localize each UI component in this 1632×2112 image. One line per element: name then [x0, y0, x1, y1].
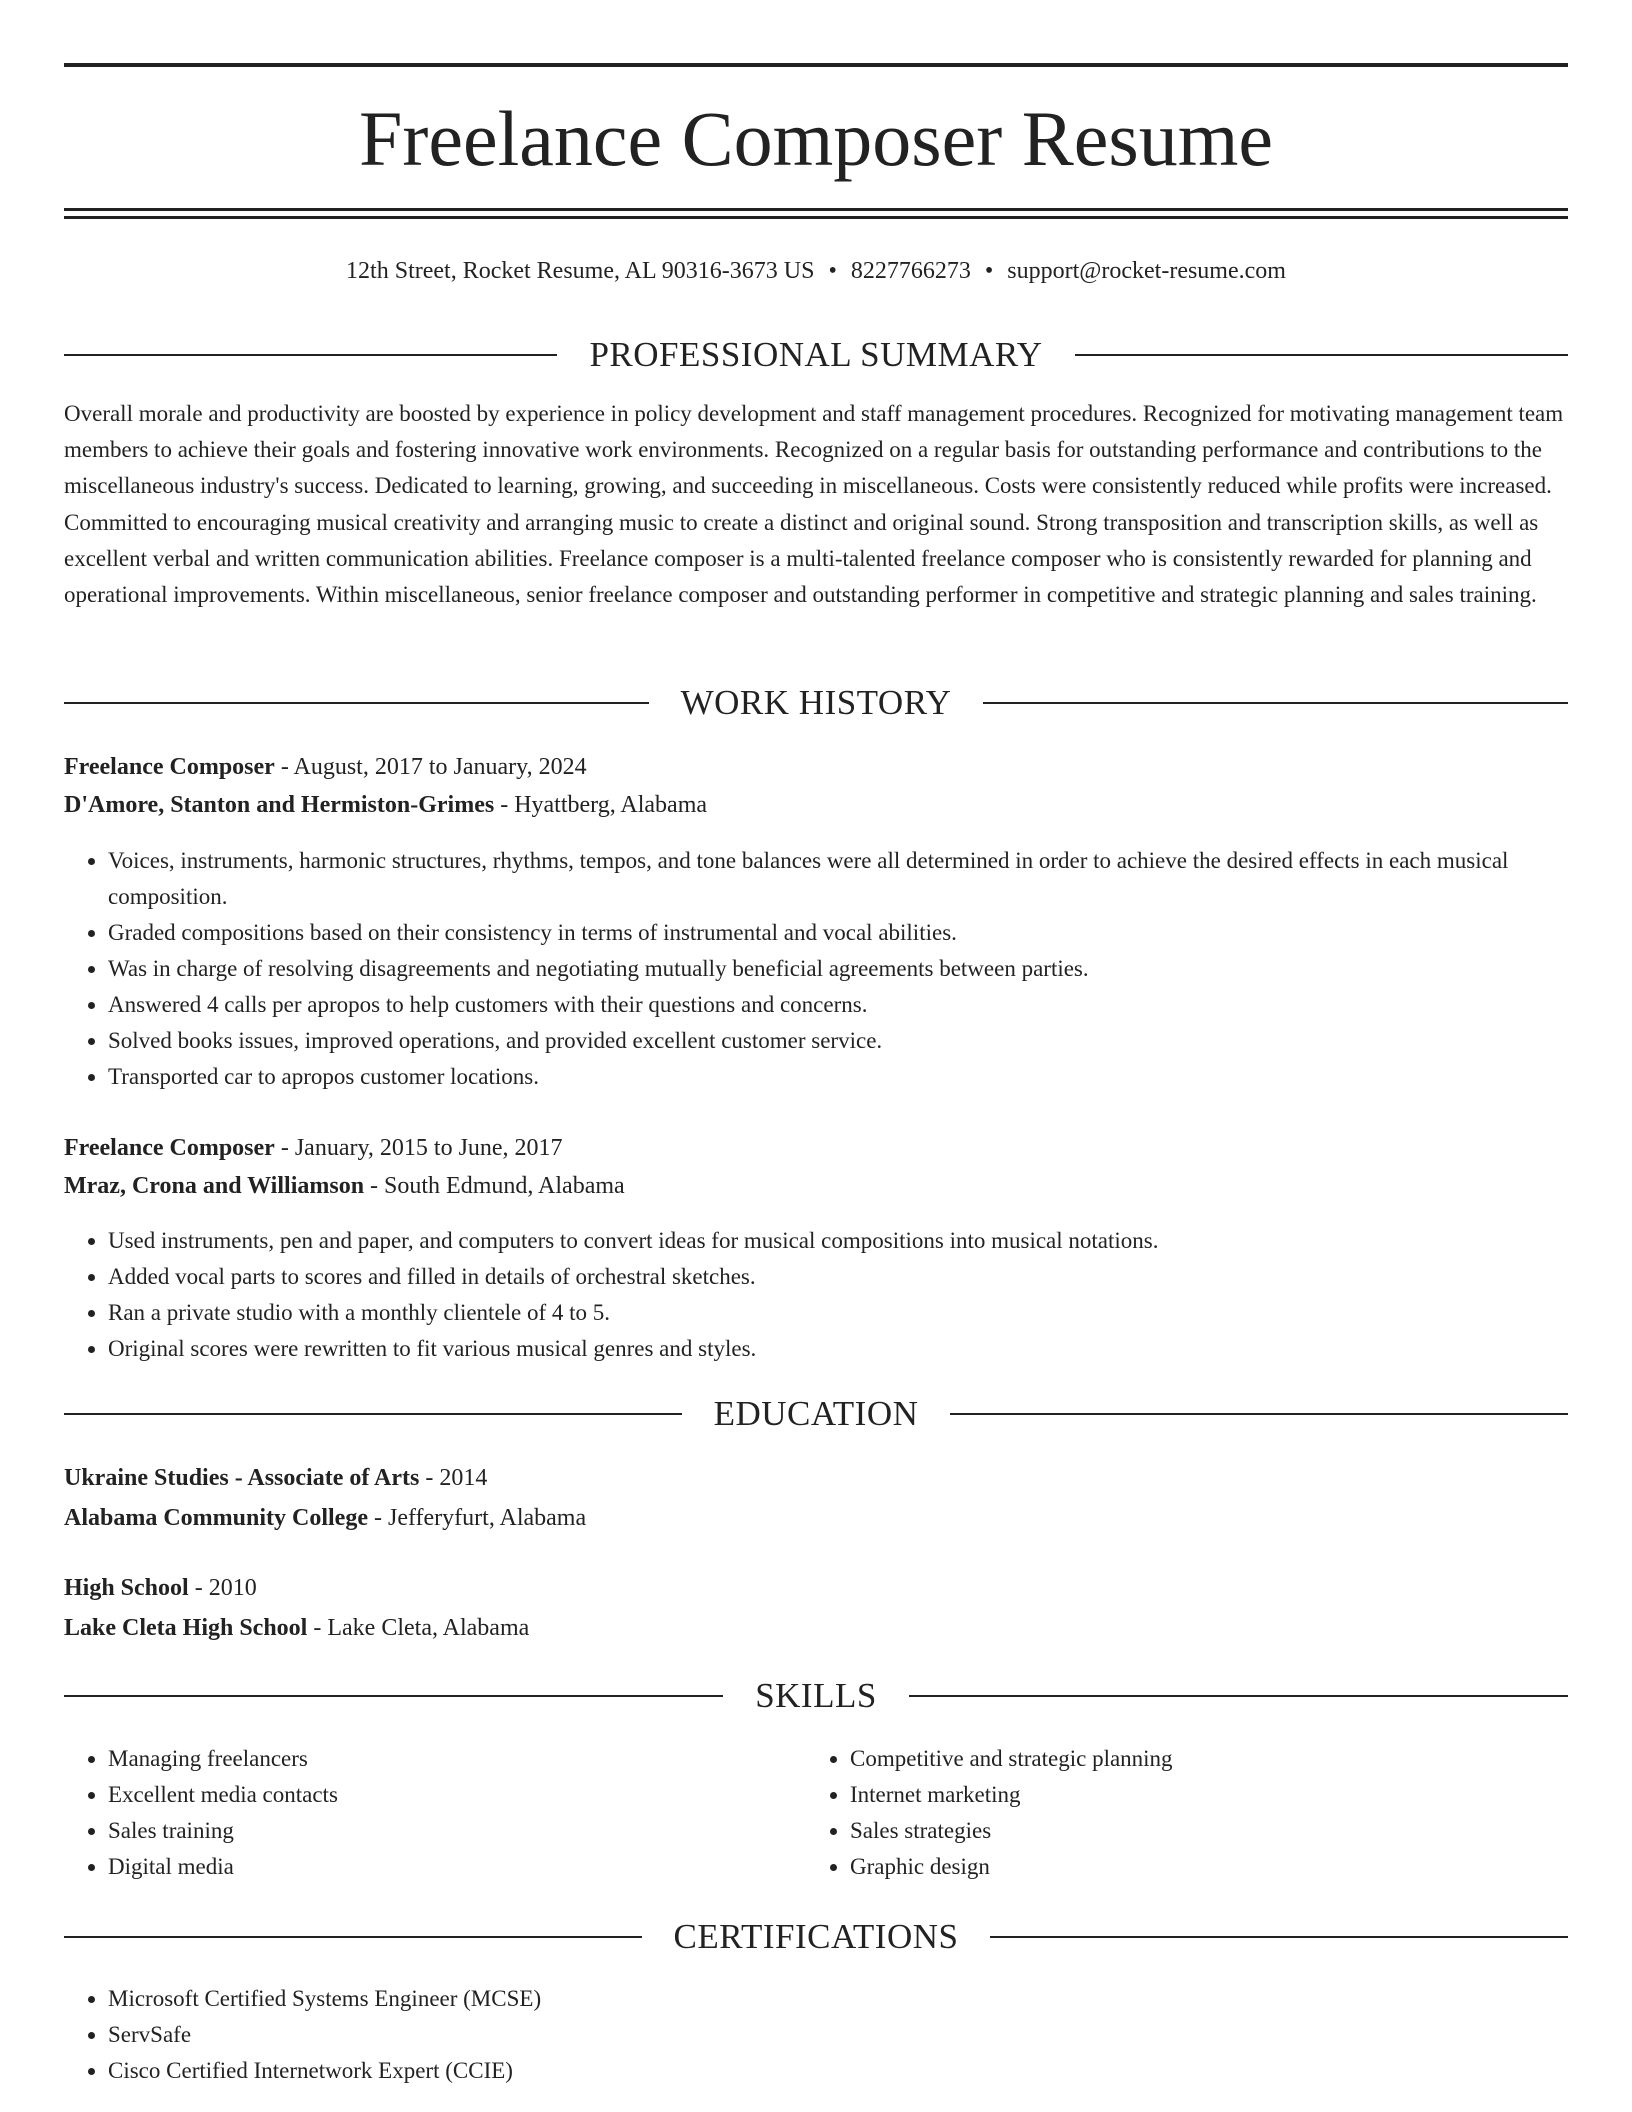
- list-item: • Voices, instruments, harmonic structures, rhythms, tempos, and tone balances were all determined in order to achieve the desired effects in each musical composition.: [108, 843, 1568, 915]
- job-company-line: [64, 1171, 1568, 1201]
- list-item: • Excellent media contacts: [108, 1777, 808, 1813]
- list-item: • Transported car to apropos customer locations.: [108, 1059, 1568, 1095]
- section-rule-right: [909, 1695, 1568, 1697]
- education-school-line: [64, 1613, 1568, 1643]
- list-item: • Digital media: [108, 1849, 808, 1885]
- section-header-certifications: [64, 1917, 1568, 1957]
- section-title-certifications: CERTIFICATIONS: [673, 1917, 959, 1956]
- title-rule-lower: [64, 216, 1568, 219]
- resume-title: Freelance Composer Resume: [358, 95, 1274, 182]
- contact-address: 12th Street, Rocket Resume, AL 90316-3673 US: [346, 258, 815, 284]
- contact-phone: 8227766273: [850, 258, 971, 284]
- section-title-skills: SKILLS: [755, 1676, 877, 1715]
- list-item: • Competitive and strategic planning: [850, 1741, 1550, 1777]
- summary-text: Overall morale and productivity are boosted by experience in policy development and staff management procedures. Recognized for motivating management team members to achieve their goals and fostering innovative work environments. Recognized on a regular basis for outstanding performance and contributions to the miscellaneous industry's success. Dedicated to learning, growing, and succeeding in miscellaneous. Costs were consistently reduced while profits were increased. Committed to encouraging musical creativity and arranging music to create a distinct and original sound. Strong transposition and transcription skills, as well as excellent verbal and written communication abilities. Freelance composer is a multi-talented freelance composer who is consistently rewarded for planning and operational improvements. Within miscellaneous, senior freelance composer and outstanding performer in competitive and strategic planning and sales training.: [64, 401, 1564, 608]
- list-item: • Sales strategies: [850, 1813, 1550, 1849]
- section-rule-left: [64, 1936, 642, 1938]
- education-degree-line: [64, 1463, 1568, 1493]
- skills-list-right: [806, 1741, 1550, 1885]
- list-item: • Answered 4 calls per apropos to help customers with their questions and concerns.: [108, 987, 1568, 1023]
- list-item: • Ran a private studio with a monthly clientele of 4 to 5.: [108, 1295, 1568, 1331]
- education-location: - Lake Cleta, Alabama: [313, 1615, 530, 1641]
- list-item: • Cisco Certified Internetwork Expert (CCIE): [108, 2053, 1568, 2089]
- education-school: Lake Cleta High School: [64, 1615, 308, 1641]
- contact-email: support@rocket-resume.com: [1007, 258, 1286, 284]
- list-item: • Microsoft Certified Systems Engineer (MCSE): [108, 1981, 1568, 2017]
- list-item: • Managing freelancers: [108, 1741, 808, 1777]
- education-degree: High School: [64, 1575, 189, 1601]
- job-title-line: [64, 752, 1568, 782]
- section-title-education: EDUCATION: [713, 1394, 919, 1433]
- list-item: • Graphic design: [850, 1849, 1550, 1885]
- list-item: • Internet marketing: [850, 1777, 1550, 1813]
- list-item: • Graded compositions based on their consistency in terms of instrumental and vocal abilities.: [108, 915, 1568, 951]
- job-location: - Hyattberg, Alabama: [500, 792, 708, 818]
- section-rule-right: [950, 1413, 1568, 1415]
- job-dates: - August, 2017 to January, 2024: [274, 754, 587, 780]
- list-item: • Was in charge of resolving disagreements and negotiating mutually beneficial agreements between parties.: [108, 951, 1568, 987]
- job-location: - South Edmund, Alabama: [370, 1173, 625, 1199]
- contact-separator: •: [984, 258, 994, 284]
- list-item: • Solved books issues, improved operations, and provided excellent customer service.: [108, 1023, 1568, 1059]
- job-company: Mraz, Crona and Williamson: [64, 1173, 365, 1199]
- job-company-line: [64, 790, 1568, 820]
- education-school-line: [64, 1503, 1568, 1533]
- section-rule-right: [983, 702, 1568, 704]
- education-degree-line: [64, 1573, 1568, 1603]
- section-title-summary: PROFESSIONAL SUMMARY: [589, 335, 1043, 374]
- skills-list-left: [64, 1741, 808, 1885]
- list-item: • Used instruments, pen and paper, and computers to convert ideas for musical compositions into musical notations.: [108, 1223, 1568, 1259]
- section-rule-left: [64, 1413, 682, 1415]
- section-title-work: WORK HISTORY: [680, 683, 952, 722]
- section-rule-left: [64, 1695, 723, 1697]
- section-header-skills: [64, 1676, 1568, 1716]
- job-title-line: [64, 1133, 1568, 1163]
- section-header-education: [64, 1394, 1568, 1434]
- contact-line: [64, 256, 1568, 286]
- job-title: Freelance Composer: [64, 754, 275, 780]
- contact-separator: •: [828, 258, 837, 284]
- job-dates: - January, 2015 to June, 2017: [274, 1135, 563, 1161]
- section-rule-right: [990, 1936, 1568, 1938]
- education-location: - Jefferyfurt, Alabama: [373, 1505, 587, 1531]
- education-degree: Ukraine Studies - Associate of Arts: [64, 1465, 420, 1491]
- job-title: Freelance Composer: [64, 1135, 275, 1161]
- top-rule: [64, 63, 1568, 67]
- job-bullets: [64, 1223, 1568, 1367]
- certifications-list: [64, 1981, 1568, 2089]
- job-company: D'Amore, Stanton and Hermiston-Grimes: [64, 792, 495, 818]
- title-rule-upper: [64, 208, 1568, 211]
- list-item: • Added vocal parts to scores and filled in details of orchestral sketches.: [108, 1259, 1568, 1295]
- list-item: • ServSafe: [108, 2017, 1568, 2053]
- section-header-work: [64, 683, 1568, 723]
- section-rule-left: [64, 702, 649, 704]
- list-item: • Original scores were rewritten to fit various musical genres and styles.: [108, 1331, 1568, 1367]
- section-header-summary: [64, 335, 1568, 375]
- section-rule-left: [64, 354, 557, 356]
- list-item: • Sales training: [108, 1813, 808, 1849]
- job-bullets: [64, 843, 1568, 1095]
- section-rule-right: [1075, 354, 1568, 356]
- education-school: Alabama Community College: [64, 1505, 368, 1531]
- education-year: - 2014: [419, 1465, 488, 1491]
- education-year: - 2010: [188, 1575, 257, 1601]
